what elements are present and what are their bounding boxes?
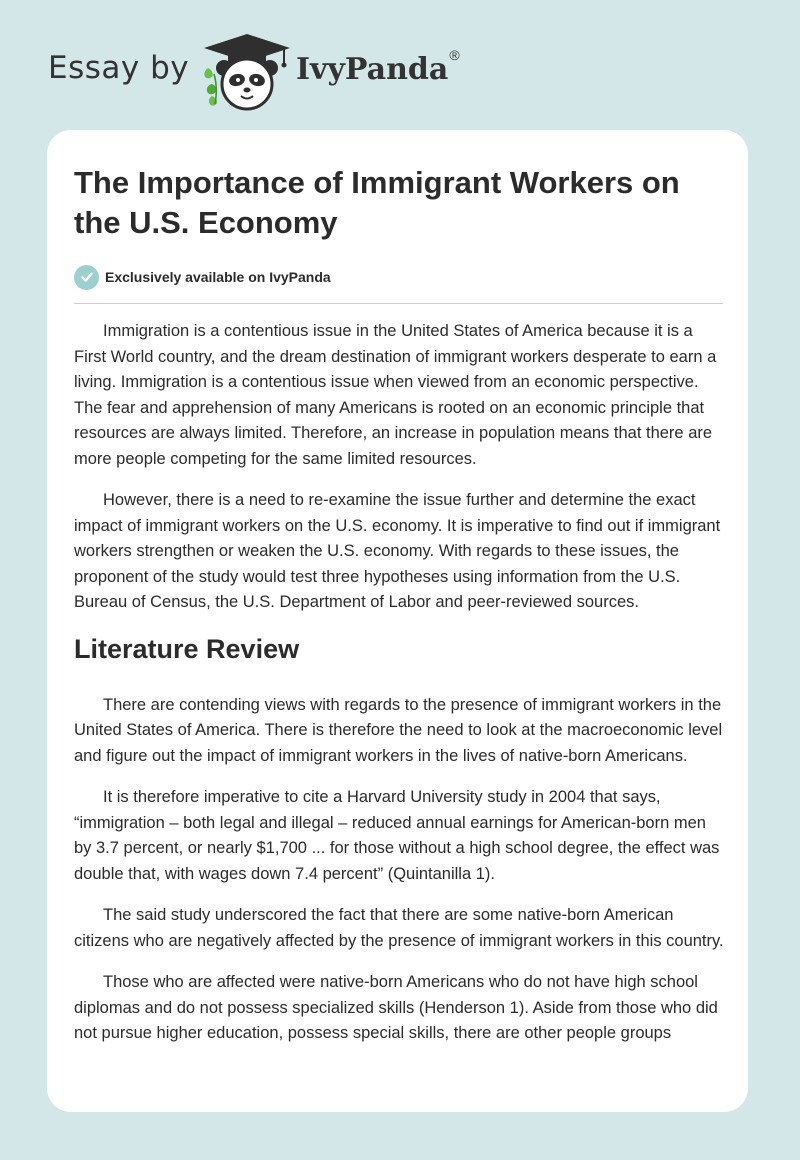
essay-by-label: Essay by — [48, 50, 190, 86]
paragraph: Immigration is a contentious issue in the United States of America because it is a First World country, and the dream destination of immigrant workers desperate to earn a living. Immigration is a contentious issue when viewed from an economic perspective. The fear and apprehension of many Americans is rooted on an economic principle that resources are always limited. Therefore, an increase in population means that there are more people competing for the same limited resources. — [74, 322, 717, 468]
brand-name[interactable] — [296, 47, 460, 87]
essay-body — [74, 319, 724, 1063]
site-header — [0, 0, 800, 130]
registered-mark: ® — [449, 47, 460, 63]
section-heading: Literature Review — [74, 633, 300, 664]
panda-logo-icon[interactable] — [198, 28, 296, 112]
paragraph: There are contending views with regards to the presence of immigrant workers in the United States of America. There is therefore the need to look at the macroeconomic level and figure out the impact of immigrant workers in the lives of native-born Americans. — [74, 695, 723, 765]
paragraph: It is therefore imperative to cite a Harvard University study in 2004 that says, “immigration – both legal and illegal – reduced annual earnings for American-born men by 3.7 percent, or nearly $1,700 ... for those without a high school degree, the effect was double that, with wages down 7.4 percent” (Quintanilla 1). — [74, 788, 720, 883]
paragraph: Those who are affected were native-born Americans who do not have high school diplomas and do not possess specialized skills (Henderson 1). Aside from those who did not pursue higher education, possess special skills, there are other people groups — [74, 973, 718, 1042]
title-divider — [74, 303, 723, 304]
page-title: The Importance of Immigrant Workers on the U.S. Economy — [74, 165, 680, 240]
paragraph: The said study underscored the fact that there are some native-born American citizens who are negatively affected by the presence of immigrant workers in this country. — [74, 906, 724, 950]
essay-card — [47, 130, 748, 1112]
check-icon — [74, 265, 99, 290]
badge-label: Exclusively available on IvyPanda — [105, 269, 331, 285]
paragraph: However, there is a need to re-examine the issue further and determine the exact impact of immigrant workers on the U.S. economy. It is imperative to find out if immigrant workers strengthen or weaken the U.S. economy. With regards to these issues, the proponent of the study would test three hypotheses using information from the U.S. Bureau of Census, the U.S. Department of Labor and peer-reviewed sources. — [74, 491, 721, 611]
exclusive-badge — [74, 264, 331, 290]
brand-text: IvyPanda — [296, 52, 449, 87]
